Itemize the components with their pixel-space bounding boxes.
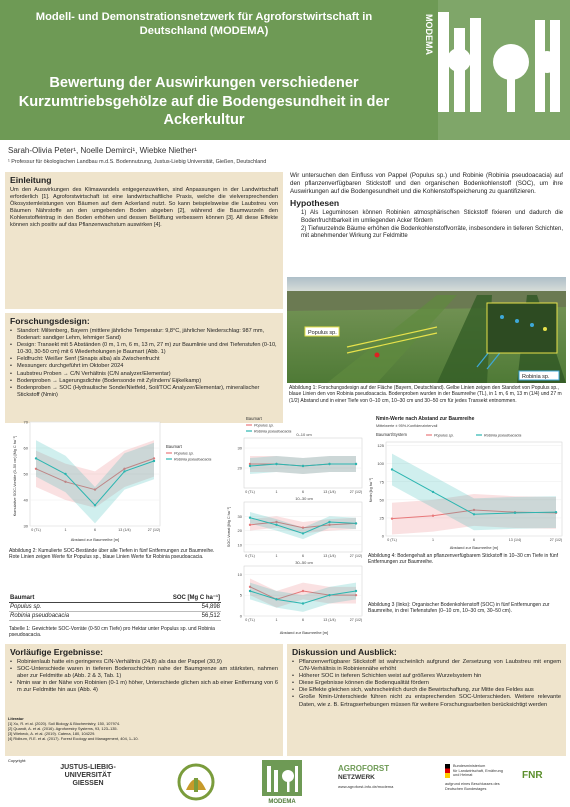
- data-point: [432, 491, 434, 493]
- x-tick-label: 6: [302, 618, 304, 622]
- abb1-caption: Abbildung 1: Forschungsdesign auf der Fläche (Bayern, Deutschland). Gelbe Linien zeigen den Standort von Populus sp., blaue Linien den von Robinia pseudoacacia. Bodenproben wurden in der Baumreihe (TL), in 1 m, 6 m, 13 m (1/4) und 27 m (1/2) Abstand und in einer Tiefe von 0–10 cm, 10–30 cm und 30–50 cm für jedes Transekt entnommen.: [289, 385, 562, 404]
- x-axis-label: Abstand zur Baumreihe [m]: [279, 630, 329, 635]
- agroforst-line: NETZWERK: [338, 774, 375, 781]
- y-axis-label: SOC-Vorrat [Mg C ha⁻¹]: [227, 506, 231, 548]
- diskussion-title: Diskussion und Ausblick:: [292, 647, 397, 657]
- partner-logo-icon: [176, 762, 216, 802]
- data-point: [94, 504, 96, 506]
- x-tick-label: 27 (1/2): [549, 538, 563, 542]
- legend-label: Robinia pseudoacacia: [174, 457, 212, 462]
- poster-title: Bewertung der Auswirkungen verschiedener Kurzumtriebsgehölze auf die Bodengesundheit in der Ackerkultur: [18, 75, 390, 128]
- x-tick-label: 0 (TL): [245, 554, 255, 558]
- y-tick-label: 70: [23, 419, 28, 425]
- chart-title: Nmin-Werte nach Abstand zur Baumreihe: [376, 416, 475, 422]
- design-item: • Feldfrucht: Weißer Senf (Sinapis alba) als Zwischenfrucht: [10, 356, 278, 363]
- data-point: [302, 590, 304, 592]
- y-tick-label: 20: [237, 465, 242, 471]
- bmel-line: und Heimat: [453, 773, 473, 778]
- data-point: [473, 513, 475, 515]
- data-point: [275, 463, 277, 465]
- y-tick-label: 0: [381, 533, 384, 539]
- table-header: SOC [Mg C ha⁻¹]: [126, 593, 221, 603]
- ergebnisse-title: Vorläufige Ergebnisse:: [10, 647, 103, 657]
- x-tick-label: 6: [473, 538, 475, 542]
- poster-header: [0, 0, 570, 140]
- x-tick-label: 13 (1/4): [508, 538, 522, 542]
- x-tick-label: 27 (1/2): [349, 554, 363, 558]
- data-point: [391, 517, 393, 519]
- literatur-item: [2] Quandt, A. et al. (2016). Agroforestry Systems, 93, 123–135.: [8, 726, 118, 731]
- x-tick-label: 0 (TL): [387, 538, 397, 542]
- x-tick-label: 1: [432, 538, 434, 542]
- forschungsdesign-title: Forschungsdesign:: [10, 316, 90, 326]
- y-tick-label: 75: [379, 479, 384, 485]
- intro-right-text: Wir untersuchen den Einfluss von Pappel (Populus sp.) und Robinie (Robinia pseudoacacia) auf den pflanzenverfügbaren Stickstoff und den organischen Bodenkohlenstoff (SOC), um ihre Auswirkungen auf die Bodengesundheit und die Kohlenstoffspeicherung zu quantifizieren.: [290, 172, 563, 195]
- data-point: [123, 470, 125, 472]
- svg-text:MODEMA: MODEMA: [268, 799, 296, 804]
- legend-title: Baumart/System: [376, 432, 407, 437]
- data-point: [64, 473, 66, 475]
- design-item: • Bodenproben → Lagerungsdichte (Bodensonde mit Zylindern/ Eijkelkamp): [10, 378, 278, 385]
- x-tick-label: 1: [275, 554, 278, 558]
- label-populus: Populus sp.: [308, 330, 337, 336]
- x-tick-label: 6: [302, 490, 304, 494]
- bmel-note: aufgrund eines Beschlusses des Deutschen Bundestages: [445, 782, 500, 791]
- abb3-caption: Abbildung 3 (links): Organischer Bodenkohlenstoff (SOC) in fünf Entfernungen zur Baumreihe, in drei Tiefenstufen (0–10 cm, 10–30 cm, 30–50 cm).: [368, 602, 550, 615]
- diskussion-item: • Die Effekte gleichen sich, wahrscheinlich durch die Bewirtschaftung, zur Mitte des Feldes aus: [292, 687, 561, 694]
- jlu-line: UNIVERSITÄT: [64, 772, 112, 779]
- right-column: [287, 172, 566, 241]
- data-point: [328, 594, 330, 596]
- data-point: [275, 524, 277, 526]
- design-item: • Design: Transekt mit 5 Abständen (0 m, 1 m, 6 m, 13 m, 27 m) zur Baumlinie und drei Tiefenstufen (0-10, 10-30, 30-50 cm) mit 6 Wiederholungen je Baumart (Abb. 1): [10, 342, 278, 356]
- x-tick-label: 0 (TL): [31, 528, 41, 532]
- y-tick-label: 40: [23, 497, 28, 503]
- ergebnis-item: • Nmin war in der Nähe von Robinien (0-1 m) höher, Unterschiede glichen sich ab einer Entfernung von 6 m zur Feldmitte hin aus (Abb. 4): [10, 680, 278, 694]
- diskussion-item: • Diese Ergebnisse können die Bodenqualität fördern: [292, 680, 561, 687]
- data-point: [35, 457, 37, 459]
- x-tick-label: 0 (TL): [245, 618, 255, 622]
- ergebnis-item: • Robinienlaub hatte ein geringeres C/N-Verhältnis (24,8) als das der Pappel (30,9): [10, 659, 278, 666]
- bmel-logo: [445, 764, 513, 791]
- intro-right: [287, 172, 566, 241]
- design-item: • Laubstreu Proben → C/N Verhältnis (C/N analyzer/Elementar): [10, 371, 278, 378]
- y-tick-label: 60: [23, 445, 28, 451]
- x-tick-label: 0 (TL): [245, 490, 255, 494]
- data-point: [514, 512, 516, 514]
- data-point: [355, 463, 357, 465]
- table-row: [9, 603, 221, 612]
- x-tick-label: 27 (1/2): [349, 618, 363, 622]
- x-tick-label: 27 (1/2): [147, 528, 161, 532]
- data-point: [249, 524, 251, 526]
- y-axis-label: Kumulative SOC-Vorräte (0–50 cm) [Mg C ha⁻¹]: [13, 435, 17, 517]
- y-tick-label: 30: [237, 445, 242, 451]
- x-tick-label: 13 (1/4): [118, 528, 131, 532]
- diskussion-box: [287, 644, 566, 756]
- agroforst-logo: [338, 764, 393, 791]
- forschungsdesign-box: [5, 313, 283, 423]
- bmel-line: Bundesministerium: [453, 764, 486, 768]
- x-tick-label: 13 (1/4): [323, 490, 336, 494]
- x-tick-label: 6: [302, 554, 304, 558]
- table-header: Baumart: [9, 593, 126, 603]
- einleitung-box: [5, 172, 283, 309]
- hypothesen-title: Hypothesen: [290, 198, 340, 209]
- y-tick-label: 5: [239, 592, 242, 598]
- data-point: [302, 532, 304, 534]
- y-tick-label: 30: [23, 523, 28, 529]
- agroforst-line: AGROFORST: [338, 764, 390, 773]
- legend-label: Robinia pseudoacacia: [254, 429, 292, 434]
- abb4-chart: [366, 412, 566, 552]
- data-point: [391, 468, 393, 470]
- label-robinia: Robinia sp.: [522, 374, 550, 380]
- ergebnis-item: • SOC-Unterschiede waren in tieferen Bodenschichten nahe der Baumgrenze am stärksten, nahmen aber zur Feldmitte ab (Abb. 2 & 3, Tab. 1): [10, 666, 278, 680]
- literatur-item: [3] Wiebeck, A. et al. (2019). Catena, 180, 104229.: [8, 731, 96, 736]
- data-point: [355, 590, 357, 592]
- x-tick-label: 1: [275, 490, 278, 494]
- jlu-line: GIESSEN: [72, 780, 104, 787]
- y-tick-label: 100: [377, 461, 384, 467]
- x-tick-label: 27 (1/2): [349, 490, 363, 494]
- left-column: [5, 172, 283, 427]
- y-tick-label: 25: [379, 515, 384, 521]
- panel-title: 30–50 cm: [295, 560, 313, 565]
- y-tick-label: 50: [23, 471, 28, 477]
- y-tick-label: 50: [379, 497, 384, 503]
- sample-marker: [375, 353, 380, 358]
- x-tick-label: 1: [64, 528, 67, 532]
- literatur: [8, 716, 178, 741]
- legend-title: Baumart: [166, 444, 182, 449]
- fnr-logo: [522, 770, 543, 781]
- y-tick-label: 125: [377, 443, 384, 449]
- abb3-chart: [224, 412, 364, 638]
- abb2-caption: Abbildung 2: Kumulierte SOC-Bestände über alle Tiefen in fünf Entfernungen zur Baumreihe. Rote Linien zeigen Werte für Populus sp., blaue Linien Werte für Robinia pseudoacacia.: [9, 548, 215, 561]
- data-point: [302, 465, 304, 467]
- bmel-line: für Landwirtschaft, Ernährung: [453, 768, 503, 773]
- hypothese-item: 1) Als Leguminosen können Robinien atmosphärischen Stickstoff fixieren und dadurch die Bodenfruchtbarkeit im umliegenden Acker fördern: [301, 210, 563, 224]
- abb4-caption: Abbildung 4: Bodengehalt an pflanzenverfügbarem Stickstoff in 10–30 cm Tiefe in fünf Entfernungen zur Baumreihe.: [368, 553, 559, 566]
- table1-caption: Tabelle 1: Gewichtete SOC-Vorräte (0-50 cm Tiefe) pro Hektar unter Populus sp. und Robinia pseudoacacia.: [9, 626, 215, 639]
- modema-logo: [420, 0, 570, 140]
- modema-footer-logo: [262, 760, 302, 804]
- einleitung-title: Einleitung: [10, 175, 52, 185]
- data-point: [275, 598, 277, 600]
- data-point: [153, 460, 155, 462]
- design-item: • Standort: Miltenberg, Bayern (mittlere jährliche Temperatur: 9,8°C, jährlicher Niederschlag: 987 mm, Bodenart: sandiger Lehm, lehmiger Sand): [10, 328, 278, 342]
- flag-icon: [445, 764, 450, 778]
- table-cell: 54,898: [126, 603, 221, 612]
- legend-label: Populus sp.: [254, 423, 274, 428]
- x-axis-label: Abstand zur Baumreihe [m]: [449, 545, 499, 550]
- x-tick-label: 13 (1/4): [323, 618, 336, 622]
- legend-label: Populus sp.: [434, 433, 454, 438]
- table-row: [9, 612, 221, 621]
- footer-logos: [0, 758, 570, 807]
- panel-title: 0–10 cm: [296, 432, 312, 437]
- data-point: [302, 602, 304, 604]
- literatur-item: [4] Ridburn, R.E. et al. (2017). Forest Ecology and Management, 404, 1–10.: [8, 736, 139, 741]
- data-point: [555, 511, 557, 513]
- jlu-logo: [50, 764, 126, 788]
- diskussion-item: • Höherer SOC in tieferen Schichten weist auf größeres Wurzelsystem hin: [292, 673, 561, 680]
- data-point: [249, 517, 251, 519]
- table-cell: Robinia pseudoacacia: [9, 612, 126, 621]
- legend-title: Baumart: [246, 416, 262, 421]
- y-tick-label: 10: [237, 542, 242, 548]
- x-axis-label: Abstand zur Baumreihe [m]: [70, 537, 120, 542]
- data-point: [328, 463, 330, 465]
- data-point: [355, 522, 357, 524]
- affiliation: ¹ Professur für ökologischen Landbau m.d.S. Bodennutzung, Justus-Liebig Universität, Gießen, Deutschland: [8, 159, 267, 165]
- table-cell: Populus sp.: [9, 603, 126, 612]
- svg-text:MODEMA: MODEMA: [424, 14, 434, 55]
- literatur-item: [1] Xu, R. et al. (2020). Soil Biology & Biochemistry, 150, 107974.: [8, 721, 121, 726]
- legend-label: Populus sp.: [174, 451, 194, 456]
- panel-title: 10–30 cm: [295, 496, 313, 501]
- jlu-line: JUSTUS-LIEBIG-: [60, 764, 116, 771]
- abb1-aerial-photo: [287, 277, 566, 383]
- data-point: [432, 515, 434, 517]
- diskussion-item: • Große Nmin-Unterschiede führen nicht zu entsprechenden SOC-Unterschieden. Weitere relevante Daten, wie z. B. Ertragserhebungen müssen für weitere Forschungsarbeiten berücksichtigt werden: [292, 694, 561, 708]
- y-tick-label: 30: [237, 513, 242, 519]
- x-tick-label: 1: [275, 618, 278, 622]
- literatur-title: Literatur: [8, 716, 24, 721]
- einleitung-text: Um den Auswirkungen des Klimawandels entgegenzuwirken, sind Anpassungen in der Landwirtschaft erforderlich [1]. Agroforstwirtschaft ist eine landwirtschaftliche Praxis, welche die vielversprechenden Ökosystemleistungen von Bäumen auf dem Ackerland nutzt. So kann beispielsweise die Laubstreu von Bäumen Nährstoffe an den umgebenden Boden abgeben [2], während die Baumwurzeln den Kohlenstoffeintrag in den Boden erhöhen und dessen Belüftung verbessern können [3]. All diese Effekte können sich positiv auf das Pflanzenwachstum auswirken [4].: [10, 187, 278, 229]
- legend-label: Robinia pseudoacacia: [484, 433, 522, 438]
- abb2-chart: [8, 416, 223, 544]
- table-1: [9, 593, 221, 621]
- y-tick-label: 20: [237, 528, 242, 534]
- hypothese-item: 2) Tiefwurzelnde Bäume erhöhen die Bodenkohlenstoffvorräte, insbesondere in tieferen Schichten, mit abnehmender Wirkung zur Feldmitte: [301, 225, 563, 240]
- diskussion-item: • Pflanzenverfügbarer Stickstoff ist wahrscheinlich aufgrund der Zersetzung von Laubstreu mit engem C/N-Verhältnis in Robiniennähe erhöht: [292, 659, 561, 673]
- y-tick-label: 0: [239, 613, 242, 619]
- network-title: Modell- und Demonstrationsnetzwerk für Agroforstwirtschaft in Deutschland (MODEMA): [35, 11, 373, 37]
- authors: Sarah-Olivia Peter¹, Noelle Demirci¹, Wiebke Niether¹: [8, 146, 197, 155]
- x-tick-label: 6: [94, 528, 96, 532]
- y-axis-label: Nmin [kg ha⁻¹]: [369, 477, 373, 503]
- design-item: • Messungen: durchgeführt im Oktober 2024: [10, 363, 278, 370]
- data-point: [249, 465, 251, 467]
- data-point: [249, 590, 251, 592]
- y-tick-label: 10: [237, 571, 242, 577]
- chart-subtitle: Mittelwerte ± 95%-Konfidenzintervall: [376, 424, 438, 428]
- data-point: [328, 521, 330, 523]
- table-cell: 56,512: [126, 612, 221, 621]
- agroforst-url[interactable]: www.agroforst-info.de/modema: [338, 784, 394, 789]
- copyright-label: Copyright:: [8, 758, 27, 763]
- x-tick-label: 13 (1/4): [323, 554, 336, 558]
- design-item: • Bodenproben → SOC (Hydraulische Sonde/Nietfeld, Soil/TOC Analyzer/Elementar), mineralischer Stickstoff (Nmin): [10, 385, 278, 399]
- fnr-text: FNR: [522, 770, 543, 781]
